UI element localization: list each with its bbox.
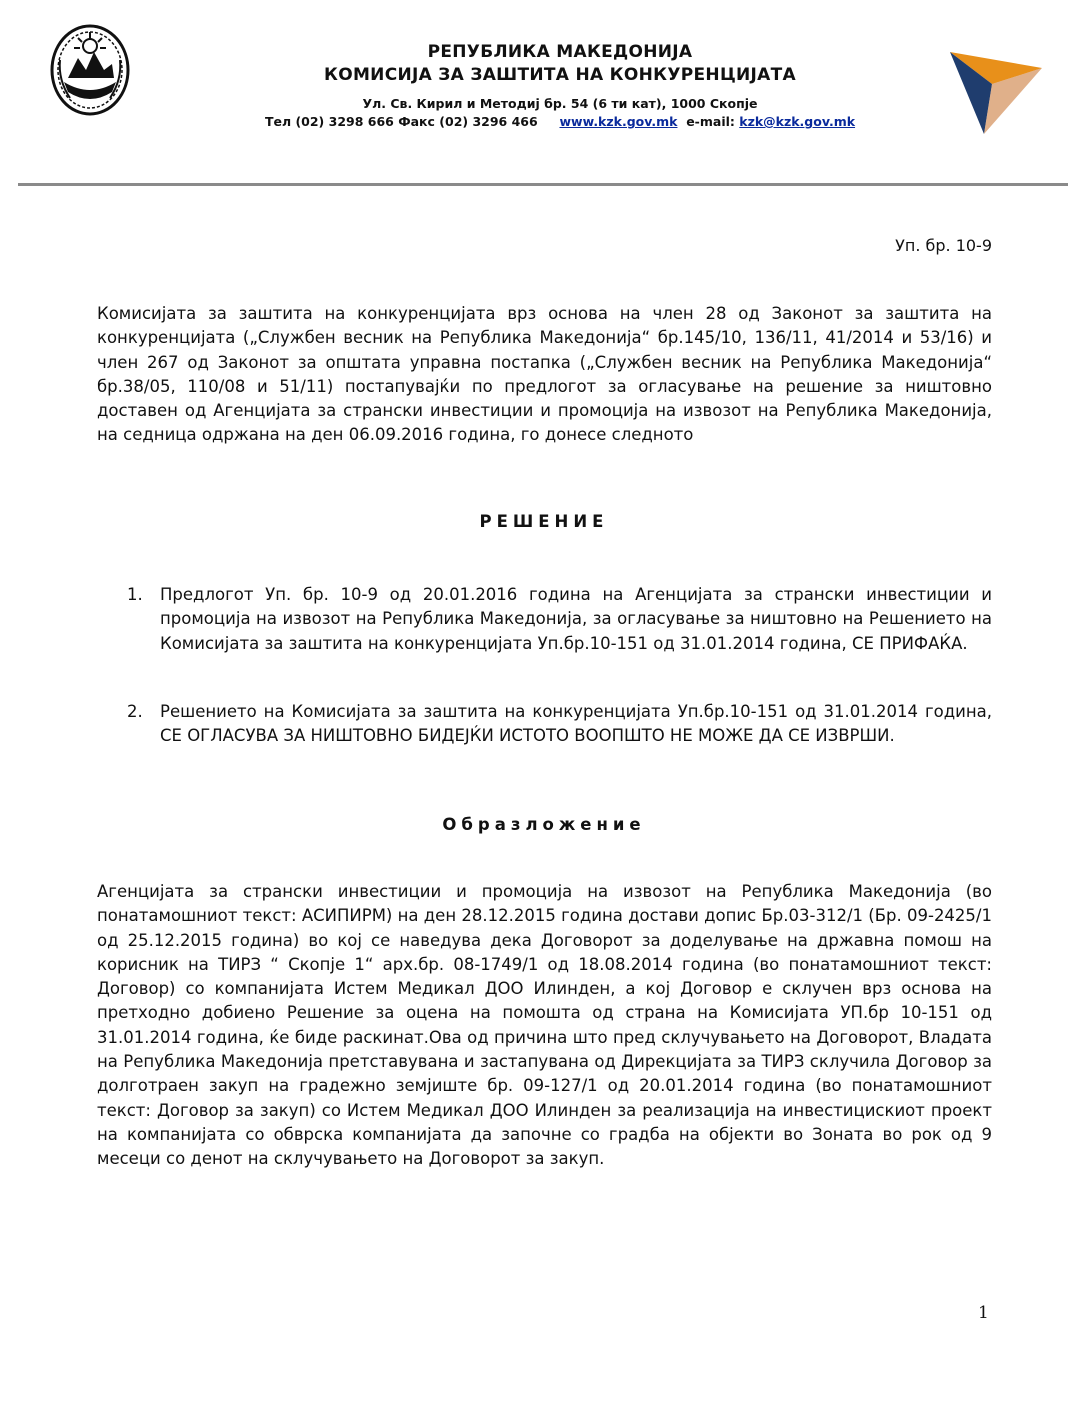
email-link[interactable]: kzk@kzk.gov.mk	[739, 114, 856, 129]
header-institution: КОМИСИЈА ЗА ЗАШТИТА НА КОНКУРЕНЦИЈАТА	[324, 65, 796, 85]
item-text: Решението на Комисијата за заштита на конкуренцијата Уп.бр.10-151 од 31.01.2014 година, СЕ ОГЛАСУВА ЗА НИШТОВНО БИДЕЈЌИ ИСТОТО ВООПШТО НЕ МОЖЕ ДА СЕ ИЗВРШИ.	[160, 702, 992, 746]
decision-item	[97, 700, 992, 749]
website-link[interactable]: www.kzk.gov.mk	[559, 114, 678, 129]
coat-of-arms-icon	[48, 20, 132, 118]
header-address: Ул. Св. Кирил и Методиј бр. 54 (6 ти кат), 1000 Скопје	[362, 96, 758, 111]
header-phone: Тел (02) 3298 666 Факс (02) 3296 466	[264, 114, 538, 129]
commission-logo-icon	[948, 48, 1044, 136]
decision-heading: РЕШЕНИЕ	[479, 512, 609, 531]
item-number: 1.	[127, 585, 143, 604]
email-label: e-mail:	[686, 114, 735, 129]
reasoning-paragraph: Агенцијата за странски инвестиции и промоција на извозот на Република Македонија (во понатамошниот текст: АСИПИРМ) на ден 28.12.2015 година достави допис Бр.03-312/1 (Бр. 09-2425/1 од 25.12.2015 година) во кој се наведува дека Договорот за доделување на државна помош на корисник на ТИРЗ “ Скопје 1“ арх.бр. 08-1749/1 од 18.08.2014 година (во понатамошниот текст: Договор) со компанијата Истем Медикал ДОО Илинден, а кој Договор е склучен врз основа на претходно добиено Решение за оцена на помошта од страна на Комисијата УП.бр 10-151 од 31.01.2014 година, ќе биде раскинат.Ова од причина што пред склучувањето на Договорот, Владата на Република Македонија претставувана и застапувана од Дирекцијата за ТИРЗ склучила Договор за долготраен закуп на градежно земјиште бр. 09-127/1 од 20.01.2014 година (во понатамошниот текст: Договор за закуп) со Истем Медикал ДОО Илинден за реализација на инвестицискиот проект на компанијата со обврска компанијата да започне со градба на објекти во Зоната во рок од 9 месеци со денот на склучувањето на Договорот за закуп.	[97, 882, 992, 1169]
item-number: 2.	[127, 702, 143, 721]
header-divider	[18, 183, 1068, 186]
decision-item	[97, 583, 992, 656]
header-contact	[200, 114, 920, 129]
intro-paragraph: Комисијата за заштита на конкуренцијата врз основа на член 28 од Законот за заштита на конкуренцијата („Службен весник на Република Македонија“ бр.145/10, 136/11, 41/2014 и 53/16) и член 267 од Законот за општата управна постапка („Службен весник на Република Македонија“ бр.38/05, 110/08 и 51/11) постапувајќи по предлогот за огласување на решение за ништовно доставен од Агенцијата за странски инвестиции и промоција на извозот на Република Македонија, на седница одржана на ден 06.09.2016 година, го донесе следното	[97, 304, 992, 445]
page-number: 1	[978, 1303, 989, 1323]
item-text: Предлогот Уп. бр. 10-9 од 20.01.2016 година на Агенцијата за странски инвестиции и промоција на извозот на Република Македонија, за огласување за ништовно на Решението на Комисијата за заштита на конкуренцијата Уп.бр.10-151 од 31.01.2014 година, СЕ ПРИФАЌА.	[160, 585, 992, 653]
case-reference: Уп. бр. 10-9	[895, 236, 992, 255]
reasoning-heading: Образложение	[442, 815, 646, 834]
header-country: РЕПУБЛИКА МАКЕДОНИЈА	[427, 42, 693, 62]
